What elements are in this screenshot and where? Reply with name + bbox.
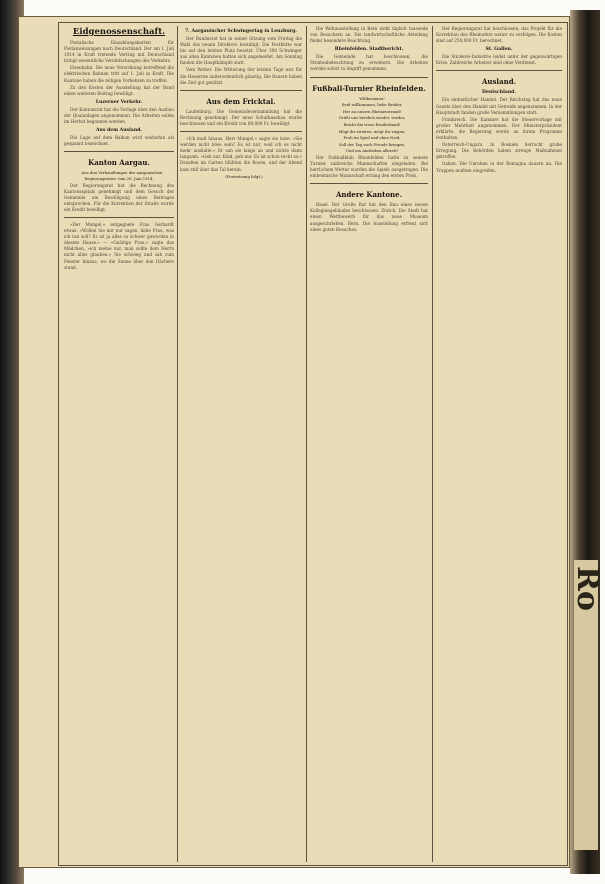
section-heading: Andere Kantone. xyxy=(335,190,403,200)
article-text: Der Regierungsrat hat die Rechnung des Kantonsspitals genehmigt und dem Gesuch der Gemeinde um Bewilligung eines Beitrages entsprochen. Für die Korrektion der Straße wurde ein Kredit bewilligt. xyxy=(64,182,174,212)
poem-line: Grüßt uns herzlich wieder, wieder, xyxy=(338,115,406,121)
article-text: Der Bundesrat hat in seiner Sitzung vom Freitag die Wahl des neuen Direktors bestätigt. Die Festhütte war bis auf den letzten Platz besetzt. Über 300 Schwinger aus allen Kantonen hatten sich angemeldet. Am Sonntag fanden die Hauptkämpfe statt. xyxy=(180,36,302,66)
subheading: Deutschland. xyxy=(482,90,516,96)
column-2 xyxy=(180,26,302,862)
next-page-strip: Ro xyxy=(574,560,598,850)
article-text: Eisenbahn. Die neue Verordnung betreffend die elektrischen Bahnen tritt auf 1. Juli in Kraft. Die Kantone haben die nötigen Vorkehren zu treffen. xyxy=(64,65,174,83)
column-3 xyxy=(310,26,428,862)
poem-line: Seid willkommen, liebe Brüder, xyxy=(341,102,403,108)
article-text: Zu den Kosten der Ausstellung hat der Bund einen weiteren Beitrag bewilligt. xyxy=(64,84,174,96)
story-text: »Ich muß hinaus, Herr Mangel,« sagte sie leise. »Sie werden nicht böse sein? Es ist nur, weil ich es nicht mehr aushalte.« Er sah sie lange an und nickte dann langsam. »Geh nur, Kind, geh nur. Es ist schon recht so.« Draußen im Garten blühten die Rosen, und der Abend kam still über das Tal herein. xyxy=(180,136,302,172)
separator xyxy=(436,70,562,71)
poem-line: Soll der Tag euch Freude bringen, xyxy=(338,141,406,147)
poem-line: Froh im Spiel und ohne Neid, xyxy=(343,135,401,141)
article-text: Basel. Der Große Rat hat den Bau eines neuen Kollegiengebäudes beschlossen. Zürich. Die Stadt hat einen Wettbewerb für das neue Museum ausgeschrieben. Bern. Die Ausstellung erfreut sich eines guten Besuches. xyxy=(310,202,428,232)
section-heading: Ausland. xyxy=(481,77,517,87)
section-heading: Kanton Aargau. xyxy=(88,158,150,168)
subheading: Aus den Verhandlungen des aargauischen Regierungsrates vom 26. Juni 1914. xyxy=(81,170,163,181)
poem-subtitle: Willkommen! xyxy=(359,95,385,101)
column-4 xyxy=(436,26,562,862)
poem-line: Mögt ihr streiten, mögt ihr ringen, xyxy=(338,128,406,134)
column-rule xyxy=(306,26,307,862)
column-rule xyxy=(177,26,178,862)
column-1 xyxy=(64,26,174,862)
article-text: Italien. Die Unruhen in der Romagna dauern an. Die Truppen mußten eingreifen. xyxy=(436,161,562,173)
article-text: Postalische Einzahlungskarten für Postanweisungen nach Deutschland. Der am 1. Juli 1914 in Kraft tretende Vertrag mit Deutschland bringt wesentliche Vereinfachungen des Verkehrs. xyxy=(64,40,174,64)
separator xyxy=(64,217,174,218)
poem-line: Her an unsern Rheinesstrand! xyxy=(342,108,402,114)
subheading: Rheinfelden. Stadtbericht. xyxy=(334,47,404,53)
continuation-note: (Fortsetzung folgt.) xyxy=(225,173,263,179)
article-text: Frankreich. Die Kammer hat die Steuervorlage mit großer Mehrheit angenommen. Der Ministerpräsident erklärte, die Regierung werde an ihrem Programm festhalten. xyxy=(436,116,562,141)
separator xyxy=(180,90,302,91)
subheading: Luzerner Verkehr. xyxy=(95,99,143,105)
separator xyxy=(64,151,174,152)
article-text: Der Regierungsrat hat beschlossen, das Projekt für die Korrektion des Rheinufers weiter zu verfolgen. Die Kosten sind auf 250,000 Fr. berechnet. xyxy=(436,26,562,44)
subheading: 7. Aargauischer Schwingertag in Lenzburg. xyxy=(185,29,297,34)
poem-line: Und ein Andenken allezeit! xyxy=(345,148,399,154)
separator xyxy=(180,131,302,132)
section-heading: Aus dem Fricktal. xyxy=(206,96,276,106)
article-text: Österreich-Ungarn. In Bosnien herrscht große Erregung. Die Behörden haben strenge Maßnahmen getroffen. xyxy=(436,142,562,160)
article-text: Der Kantonsrat hat die Vorlage über den Ausbau der Quaianlagen angenommen. Die Arbeiten sollen im Herbst begonnen werden. xyxy=(64,106,174,125)
article-text: Die Weltausstellung in Bern zieht täglich tausende von Besuchern an. Die landwirtschaftliche Abteilung findet besondere Beachtung. xyxy=(310,26,428,44)
separator xyxy=(310,183,428,184)
separator xyxy=(310,77,428,78)
story-text: »Der Mangel,« entgegnete Frau Gerhardt etwas. »Wollen Sie mir nur sagen, liebe Frau, was ich tun soll? Es ist ja alles so schwer geworden in diesem Hause.« — »Gnädige Frau,« sagte das Mädchen, »ich meine nur, man sollte dem Herrn nicht alles glauben.« Sie schwieg und sah zum Fenster hinaus, wo die Sonne über den Dächern stand. xyxy=(64,221,174,270)
article-text: Die Stickerei-Industrie leidet unter der gegenwärtigen Krise. Zahlreiche Arbeiter sind ohne Verdienst. xyxy=(436,54,562,66)
article-text: Die Lage auf dem Balkan wird weiterhin als gespannt bezeichnet. xyxy=(64,135,174,147)
poem-line: Reicht die treue Bruderhand! xyxy=(343,121,401,127)
article-text: Laufenburg. Die Gemeindeversammlung hat die Rechnung genehmigt. Der neue Schulhausbau wurde beschlossen und ein Kredit von 80,000 Fr. bewilligt. xyxy=(180,108,302,126)
article-text: Der Fußballklub Rheinfelden hatte zu seinem Turnier zahlreiche Mannschaften eingeladen. Bei herrlichem Wetter wurden die Spiele ausgetragen. Die einheimische Mannschaft errang den ersten Preis. xyxy=(310,154,428,179)
article-text: Ein einheitlicher Handel. Der Reichstag hat das neue Gesetz über den Handel mit Getreide angenommen. In der Hauptstadt fanden große Versammlungen statt. xyxy=(436,97,562,115)
article-text: Vom Wetter. Die Witterung der letzten Tage war für die Heuernte außerordentlich günstig. Die Bauern haben die Zeit gut genützt. xyxy=(180,67,302,85)
article-text: Die Gemeinde hat beschlossen, die Straßenbeleuchtung zu erweitern. Die Arbeiten werden sofort in Angriff genommen. xyxy=(310,54,428,72)
section-heading: Eidgenossenschaft. xyxy=(72,27,166,37)
section-heading: Fußball-Turnier Rheinfelden. xyxy=(312,83,426,93)
subheading: Aus dem Ausland. xyxy=(95,128,143,134)
column-rule xyxy=(432,26,433,862)
subheading: St. Gallen. xyxy=(485,47,513,53)
